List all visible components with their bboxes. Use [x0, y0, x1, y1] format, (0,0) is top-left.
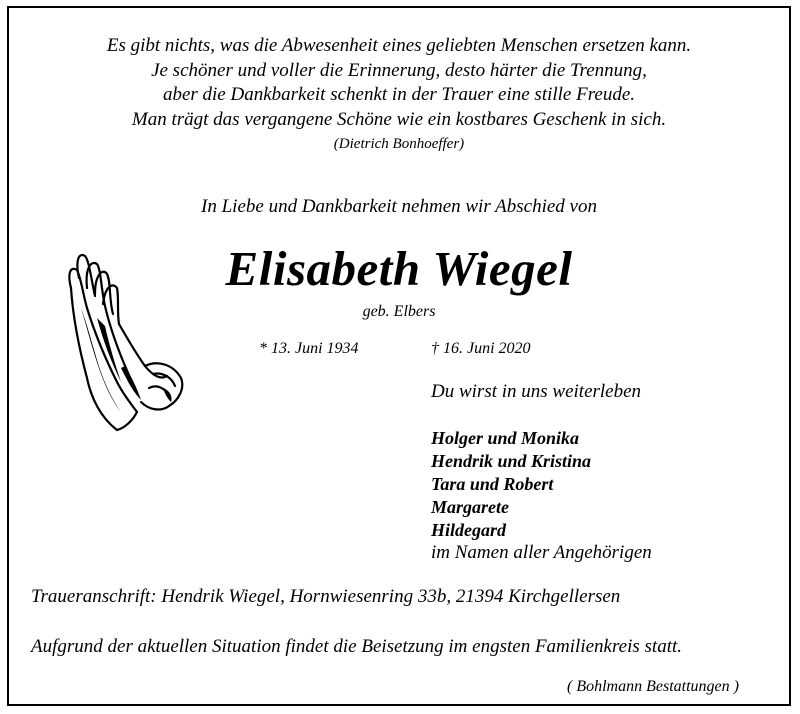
intro-text: In Liebe und Dankbarkeit nehmen wir Abschied von — [201, 196, 597, 217]
deceased-name: Elisabeth Wiegel — [225, 241, 573, 296]
burial-notice: Aufgrund der aktuellen Situation findet die Beisetzung im engsten Familienkreis statt. — [31, 636, 683, 657]
death-date: † 16. Juni 2020 — [431, 340, 531, 357]
quote-line: aber die Dankbarkeit schenkt in der Trauer eine stille Freude. — [162, 84, 636, 105]
mourner-item: Hildegard — [431, 520, 506, 540]
mourning-address: Traueranschrift: Hendrik Wiegel, Hornwiesenring 33b, 21394 Kirchgellersen — [31, 586, 621, 607]
undertaker-credit: ( Bohlmann Bestattungen ) — [567, 678, 739, 695]
obituary-frame — [7, 6, 791, 706]
quote-block — [9, 34, 789, 156]
birth-date: * 13. Juni 1934 — [259, 340, 359, 357]
mourner-item: Tara und Robert — [431, 474, 554, 494]
mourner-item: Hendrik und Kristina — [431, 451, 592, 471]
mourner-item: Margarete — [431, 497, 509, 517]
maiden-name: geb. Elbers — [362, 303, 436, 320]
farewell-text: Du wirst in uns weiterleben — [431, 381, 642, 402]
quote-line: Man trägt das vergangene Schöne wie ein kostbares Geschenk in sich. — [131, 108, 667, 130]
quote-line: Es gibt nichts, was die Abwesenheit eines geliebten Menschen ersetzen kann. — [106, 35, 692, 56]
quote-line: Je schöner und voller die Erinnerung, desto härter die Trennung, — [151, 59, 647, 81]
mourners-list — [431, 427, 591, 542]
mourner-item: Holger und Monika — [431, 428, 580, 448]
closing-text: im Namen aller Angehörigen — [431, 542, 652, 563]
quote-author: (Dietrich Bonhoeffer) — [333, 136, 465, 152]
